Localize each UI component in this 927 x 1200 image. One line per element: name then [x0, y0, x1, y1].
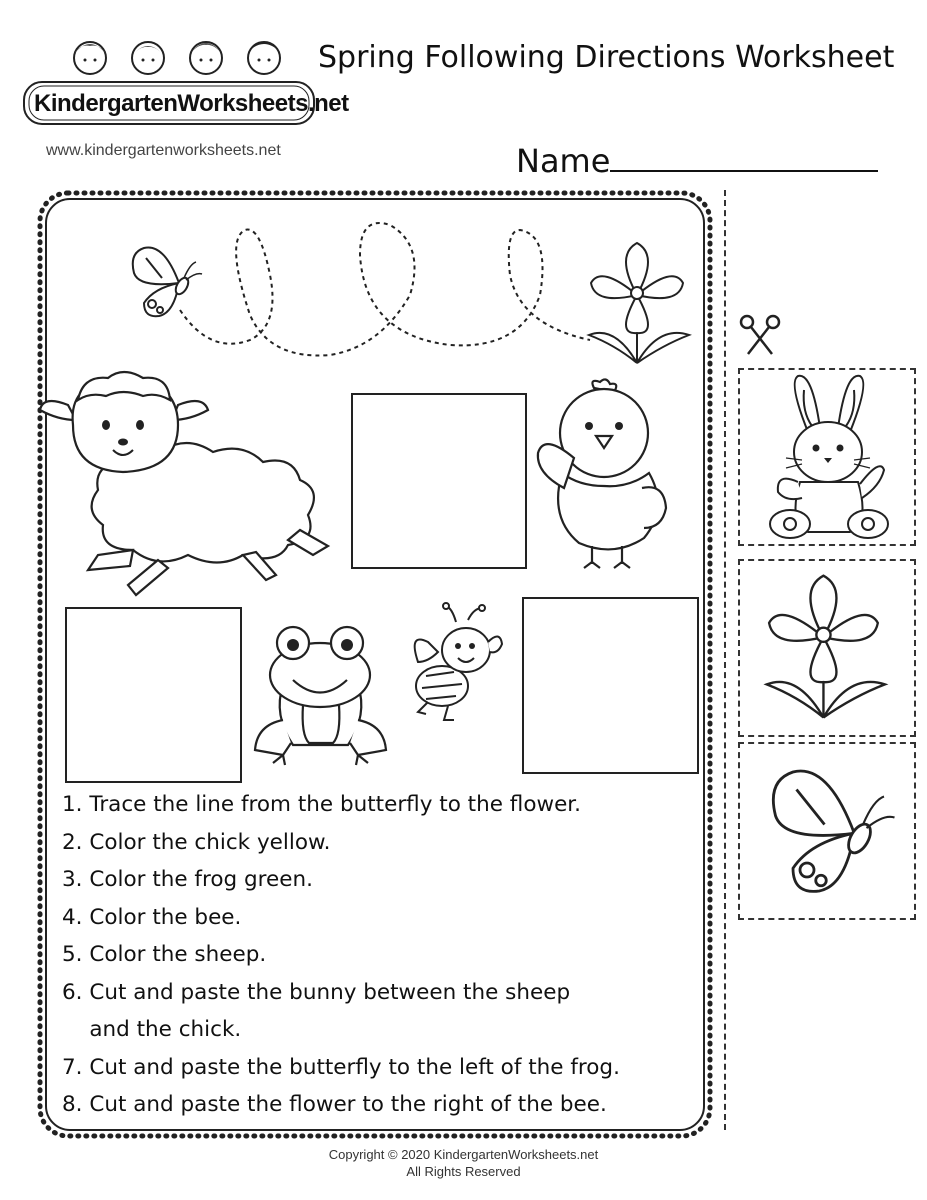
instruction-item: 1. Trace the line from the butterfly to the flower.: [62, 792, 582, 817]
copyright-footer: [0, 1146, 927, 1180]
bee-icon: [408, 602, 508, 724]
instruction-item: 4. Color the bee.: [62, 904, 242, 930]
rights-text: All Rights Reserved: [406, 1164, 521, 1179]
frog-icon: [253, 625, 388, 765]
paste-box[interactable]: [65, 607, 242, 783]
instruction-item: 3. Color the frog green.: [62, 867, 313, 892]
paste-box[interactable]: [522, 597, 699, 774]
scissors-icon: [738, 312, 784, 358]
name-label: Name: [516, 142, 611, 180]
name-field[interactable]: [516, 140, 878, 180]
name-line: [610, 140, 878, 172]
site-url: www.kindergartenworksheets.net: [46, 142, 281, 159]
instruction-item: 8. Cut and paste the flower to the right of the bee.: [62, 1092, 607, 1117]
flower-icon: [762, 565, 892, 727]
butterfly-icon: [758, 754, 898, 902]
cutout-flower[interactable]: [738, 559, 916, 737]
cutout-butterfly[interactable]: [738, 742, 916, 920]
logo-text: KindergartenWorksheets.net: [34, 90, 349, 117]
bunny-icon: [768, 372, 888, 540]
instruction-item: 7. Cut and paste the butterfly to the left of the frog.: [62, 1054, 620, 1080]
page-title: Spring Following Directions Worksheet: [318, 40, 895, 75]
instruction-item: 6. Cut and paste the bunny between the sheep: [62, 979, 571, 1005]
cut-line: [724, 190, 728, 1130]
chick-icon: [534, 378, 674, 570]
instruction-item: and the chick.: [62, 1017, 242, 1042]
paste-box[interactable]: [351, 393, 527, 569]
flower-icon: [585, 235, 695, 370]
instruction-item: 5. Color the sheep.: [62, 942, 267, 967]
sheep-icon: [38, 370, 330, 602]
instruction-item: 2. Color the chick yellow.: [62, 829, 331, 855]
instructions-list: [62, 786, 712, 1124]
logo-kids-icon: [60, 34, 290, 84]
cutout-bunny[interactable]: [738, 368, 916, 546]
copyright-text: Copyright © 2020 KindergartenWorksheets.net: [328, 1147, 599, 1162]
butterfly-icon: [124, 238, 204, 322]
